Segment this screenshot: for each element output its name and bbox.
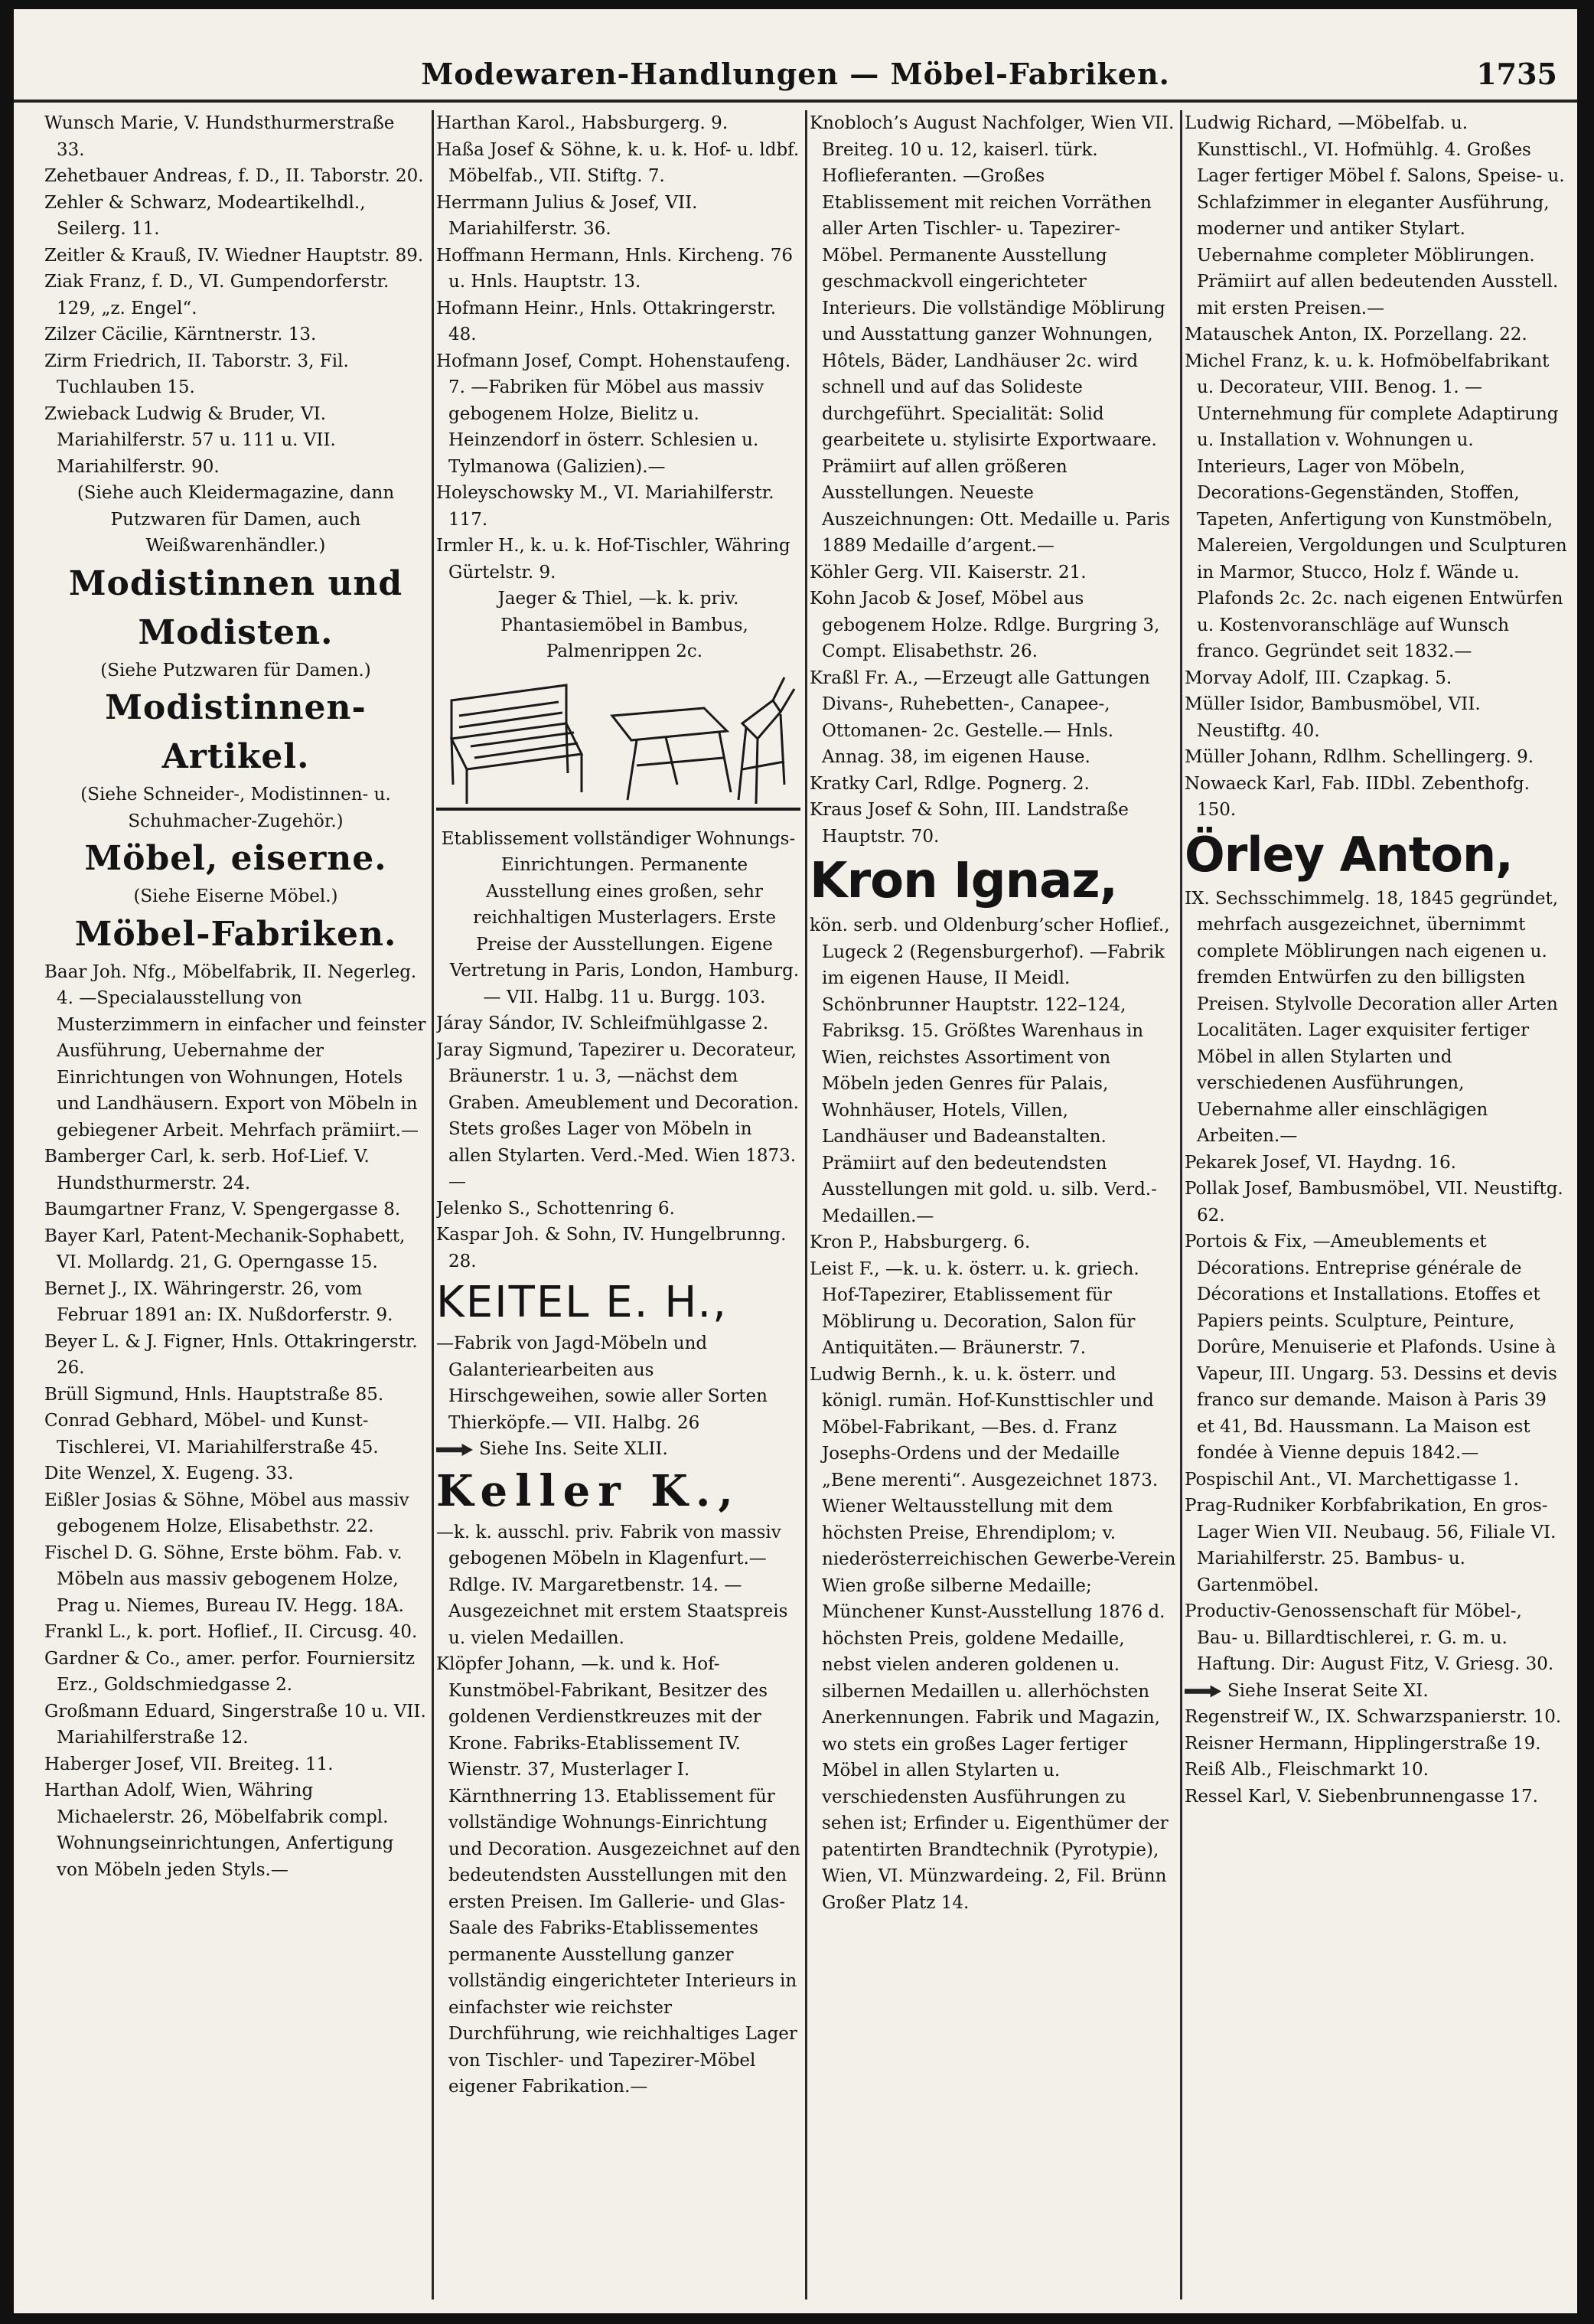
directory-entry: Kohn Jacob & Josef, Möbel aus gebogenem Holze. Rdlge. Burgring 3, Compt. Elisabethstr. 26. [810, 589, 1160, 661]
directory-entry: Müller Isidor, Bambusmöbel, VII. Neustiftg. 40. [1185, 694, 1481, 741]
directory-entry: Hoffmann Hermann, Hnls. Kircheng. 76 u. Hnls. Hauptstr. 13. [436, 245, 794, 292]
directory-entry: Conrad Gebhard, Möbel- und Kunst-Tischlerei, VI. Mariahilferstraße 45. [44, 1411, 379, 1457]
directory-entry: Reiß Alb., Fleischmarkt 10. [1185, 1760, 1429, 1780]
directory-entry: Hofmann Josef, Compt. Hohenstaufeng. 7. —Fabriken für Möbel aus massiv gebogenem Holze, Bielitz u. Heinzendorf in österr. Schlesien u. Tylmanowa (Galizien).— [436, 351, 791, 477]
directory-entry [1185, 1678, 1567, 1705]
directory-entry: Irmler H., k. u. k. Hof-Tischler, Währing Gürtelstr. 9. [436, 536, 790, 583]
directory-entry: —k. k. ausschl. priv. Fabrik von massiv gebogenen Möbeln in Klagenfurt.— Rdlge. IV. Margaretbenstr. 14. —Ausgezeichnet mit erstem Staatspreis u. vielen Medaillen. [436, 1522, 788, 1648]
directory-entry: Michel Franz, k. u. k. Hofmöbelfabrikant u. Decorateur, VIII. Benog. 1. —Unternehmung für complete Adaptirung u. Installation v. Wohnungen u. Interieurs, Lager von Möbeln, Decorations-Gegenständen, Stoffen, Tapeten, Anfertigung von Kunstmöbeln, Malereien, Vergoldungen und Sculpturen in Marmor, Stucco, Holz f. Wände u. Plafonds 2c. 2c. nach eigenen Entwürfen u. Kostenvoranschläge auf Wunsch franco. Gegründet seit 1832.— [1185, 351, 1567, 661]
directory-entry: Productiv-Genossenschaft für Möbel-, Bau- u. Billardtischlerei, r. G. m. u. Haftung. Dir: August Fitz, V. Griesg. 30. [1185, 1601, 1554, 1674]
directory-entry: IX. Sechsschimmelg. 18, 1845 gegründet, mehrfach ausgezeichnet, übernimmt complete Möblirungen nach eigenen u. fremden Entwürfen zu den billigsten Preisen. Stylvolle Decoration aller Arten Localitäten. Lager exquisiter fertiger Möbel in allen Stylarten und verschiedenen Ausführungen, Uebernahme aller einschlägigen Arbeiten.— [1185, 888, 1559, 1146]
column-2 [436, 110, 800, 2300]
directory-entry: Zirm Friedrich, II. Taborstr. 3, Fil. Tuchlauben 15. [44, 351, 349, 397]
column-divider [805, 110, 807, 2300]
section-heading: Modistinnen und Modisten. [68, 563, 403, 652]
directory-entry: Portois & Fix, —Ameublements et Décorations. Entreprise générale de Décorations et Installations. Etoffes et Papiers peints. Sculpture, Peinture, Dorûre, Menuiserie et Plafonds. Usine à Vapeur, III. Ungarg. 53. Dessins et devis franco sur demande. Maison à Paris 39 et 41, Bd. Haussmann. La Maison est fondée à Vienne depuis 1842.— [1185, 1232, 1557, 1463]
directory-entry: Jelenko S., Schottenring 6. [436, 1198, 675, 1219]
directory-entry: Kraßl Fr. A., —Erzeugt alle Gattungen Divans-, Ruhebetten-, Canapee-, Ottomanen- 2c. Gestelle.— Hnls. Annag. 38, im eigenen Hause. [810, 667, 1150, 767]
directory-entry: Zilzer Cäcilie, Kärntnerstr. 13. [44, 325, 317, 344]
directory-entry: Prag-Rudniker Korbfabrikation, En gros-Lager Wien VII. Neubaug. 56, Filiale VI. Mariahilferstr. 25. Bambus- u. Gartenmöbel. [1185, 1496, 1557, 1595]
pointing-hand-icon [436, 1444, 473, 1456]
directory-entry: Pollak Josef, Bambusmöbel, VII. Neustiftg. 62. [1185, 1179, 1563, 1226]
directory-entry: Ludwig Richard, —Möbelfab. u. Kunsttischl., VI. Hofmühlg. 4. Großes Lager fertiger Möbel f. Salons, Speise- u. Schlafzimmer in eleganter Ausführung, moderner und antiker Stylart. Uebernahme completer Möblirungen. Prämiirt auf allen bedeutenden Ausstell. mit ersten Preisen.— [1185, 113, 1565, 318]
kron-advertisement-name: Kron Ignaz, [810, 853, 1117, 909]
keller-advertisement-name: Keller K., [436, 1465, 741, 1516]
keitel-advertisement-name: KEITEL E. H., [436, 1278, 728, 1327]
directory-entry: Müller Johann, Rdlhm. Schellingerg. 9. [1185, 747, 1534, 767]
directory-entry: Reisner Hermann, Hipplingerstraße 19. [1185, 1733, 1541, 1754]
directory-entry: Zehetbauer Andreas, f. D., II. Taborstr. 20. [44, 166, 424, 186]
pointing-hand-icon [1185, 1686, 1221, 1698]
directory-page [14, 9, 1577, 2313]
directory-entry: Beyer L. & J. Figner, Hnls. Ottakringerstr. 26. [44, 1331, 418, 1378]
directory-entry: —Fabrik von Jagd-Möbeln und Galanteriearbeiten aus Hirschgeweihen, sowie aller Sorten Thierköpfe.— VII. Halbg. 26 [436, 1333, 768, 1433]
directory-entry: Zeitler & Krauß, IV. Wiedner Hauptstr. 89. [44, 245, 424, 266]
directory-entry: Leist F., —k. u. k. österr. u. k. griech. Hof-Tapezirer, Etablissement für Möblirung u. Decoration, Salon für Antiquitäten.— Bräunerstr. 7. [810, 1258, 1139, 1358]
directory-entry: Jaeger & Thiel, —k. k. priv. Phantasiemöbel in Bambus, Palmenrippen 2c. [497, 589, 748, 661]
directory-entry: Knobloch’s August Nachfolger, Wien VII. Breiteg. 10 u. 12, kaiserl. türk. Hoflieferanten. —Großes Etablissement mit reichen Vorräthen aller Arten Tischler- u. Tapezirer-Möbel. Permanente Ausstellung geschmackvoll eingerichteter Interieurs. Die vollständige Möblirung und Ausstattung ganzer Wohnungen, Hôtels, Bäder, Landhäuser 2c. wird schnell und auf das Solideste durchgeführt. Specialität: Solid gearbeitete u. stylisirte Exportwaare. Prämiirt auf allen größeren Ausstellungen. Neueste Auszeichnungen: Ott. Medaille u. Paris 1889 Medaille d’argent.— [810, 113, 1175, 556]
directory-entry: Pospischil Ant., VI. Marchettigasse 1. [1185, 1469, 1520, 1490]
directory-entry: Dite Wenzel, X. Eugeng. 33. [44, 1464, 294, 1484]
directory-entry: Etablissement vollständiger Wohnungs-Einrichtungen. Permanente Ausstellung eines großen, sehr reichhaltigen Musterlagers. Erste Preise der Ausstellungen. Eigene Vertretung in Paris, London, Hamburg.— VII. Halbg. 11 u. Burgg. 103. [441, 828, 800, 1007]
directory-entry: Köhler Gerg. VII. Kaiserstr. 21. [810, 562, 1087, 583]
directory-entry: Klöpfer Johann, —k. und k. Hof-Kunstmöbel-Fabrikant, Besitzer des goldenen Verdienstkreuzes mit der Krone. Fabriks-Etablissement IV. Wienstr. 37, Musterlager I. Kärnthnerring 13. Etablissement für vollständige Wohnungs-Einrichtung und Decoration. Ausgezeichnet auf den bedeutendsten Ausstellungen mit den ersten Preisen. Im Gallerie- und Glas-Saale des Fabriks-Etablissementes permanente Ausstellung ganzer vollständig eingerichteter Interieurs in einfachster wie reichster Durchführung, wie reichhaltiges Lager von Tischler- und Tapezirer-Möbel eigener Fabrikation.— [436, 1654, 800, 2097]
column-3 [810, 110, 1177, 2300]
orley-advertisement-name: Örley Anton, [1185, 826, 1513, 883]
cross-reference-note: (Siehe Schneider-, Modistinnen- u. Schuhmacher-Zugehör.) [80, 785, 391, 831]
directory-entry: Haßa Josef & Söhne, k. u. k. Hof- u. ldbf. Möbelfab., VII. Stiftg. 7. [436, 139, 800, 186]
directory-entry: Wunsch Marie, V. Hundsthurmerstraße 33. [44, 113, 395, 160]
column-divider [432, 110, 434, 2300]
column-divider [1180, 110, 1182, 2300]
directory-entry: Harthan Karol., Habsburgerg. 9. [436, 113, 729, 133]
directory-entry: Kraus Josef & Sohn, III. Landstraße Hauptstr. 70. [810, 800, 1129, 847]
directory-entry: Harthan Adolf, Wien, Währing Michaelerstr. 26, Möbelfabrik compl. Wohnungseinrichtungen, Anfertigung von Möbeln jeden Styls.— [44, 1781, 394, 1880]
section-heading: Möbel-Fabriken. [74, 914, 397, 954]
directory-entry: Gardner & Co., amer. perfor. Fourniersitz Erz., Goldschmiedgasse 2. [44, 1648, 415, 1695]
page-title: Modewaren-Handlungen — Möbel-Fabriken. [421, 57, 1170, 91]
directory-entry: Eißler Josias & Söhne, Möbel aus massiv gebogenem Holze, Elisabethstr. 22. [44, 1490, 409, 1536]
directory-entry: Holeyschowsky M., VI. Mariahilferstr. 117. [436, 483, 774, 530]
directory-entry: Kratky Carl, Rdlge. Pognerg. 2. [810, 773, 1090, 794]
directory-entry: Brüll Sigmund, Hnls. Hauptstraße 85. [44, 1384, 384, 1405]
directory-entry: Kaspar Joh. & Sohn, IV. Hungelbrunng. 28. [436, 1225, 787, 1271]
cross-reference-note: (Siehe Eiserne Möbel.) [133, 886, 338, 906]
directory-entry: kön. serb. und Oldenburg’scher Hoflief., Lugeck 2 (Regensburgerhof). —Fabrik im eigenen Hause, II Meidl. Schönbrunner Hauptstr. 122–124, Fabriksg. 15. Größtes Warenhaus in Wien, reichstes Assortiment von Möbeln jeden Genres für Palais, Wohnhäuser, Hotels, Villen, Landhäuser und Badeanstalten. Prämiirt auf den bedeutendsten Ausstellungen mit gold. u. silb. Verd.-Medaillen.— [810, 916, 1170, 1226]
directory-entry: Morvay Adolf, III. Czapkag. 5. [1185, 667, 1452, 688]
directory-entry: Járay Sándor, IV. Schleifmühlgasse 2. [436, 1013, 769, 1033]
directory-entry: Bamberger Carl, k. serb. Hof-Lief. V. Hundsthurmerstr. 24. [44, 1147, 370, 1193]
insert-reference: Siehe Ins. Seite XLII. [479, 1439, 668, 1459]
directory-entry: Nowaeck Karl, Fab. IIDbl. Zebenthofg. 150. [1185, 773, 1530, 820]
page-header [14, 57, 1577, 103]
directory-entry: Hofmann Heinr., Hnls. Ottakringerstr. 48. [436, 298, 777, 344]
directory-entry: Bayer Karl, Patent-Mechanik-Sophabett, VI. Mollardg. 21, G. Operngasse 15. [44, 1226, 406, 1272]
directory-entry: Herrmann Julius & Josef, VII. Mariahilferstr. 36. [436, 192, 698, 239]
section-heading: Modistinnen-Artikel. [105, 688, 367, 776]
column-1 [44, 110, 427, 2300]
directory-entry: Pekarek Josef, VI. Haydng. 16. [1185, 1152, 1456, 1173]
directory-entry [436, 1436, 800, 1463]
directory-entry: Ressel Karl, V. Siebenbrunnengasse 17. [1185, 1786, 1538, 1807]
directory-entry: Bernet J., IX. Währingerstr. 26, vom Februar 1891 an: IX. Nußdorferstr. 9. [44, 1278, 393, 1325]
directory-entry: Baar Joh. Nfg., Möbelfabrik, II. Negerleg. 4. —Specialausstellung von Musterzimmern in einfacher und feinster Ausführung, Uebernahme der Einrichtungen von Wohnungen, Hotels und Landhäusern. Export von Möbeln in gebiegener Arbeit. Mehrfach prämiirt.— [44, 961, 426, 1141]
page-number: 1735 [1476, 57, 1557, 91]
directory-entry: Kron P., Habsburgerg. 6. [810, 1232, 1031, 1252]
garden-furniture-illustration [436, 670, 800, 823]
directory-entry: Haberger Josef, VII. Breiteg. 11. [44, 1754, 334, 1774]
directory-entry: Ziak Franz, f. D., VI. Gumpendorferstr. 129, „z. Engel“. [44, 272, 390, 318]
directory-entry: Baumgartner Franz, V. Spengergasse 8. [44, 1200, 401, 1219]
directory-entry: Zehler & Schwarz, Modeartikelhdl., Seilerg. 11. [44, 192, 366, 239]
directory-entry: Jaray Sigmund, Tapezirer u. Decorateur, Bräunerstr. 1 u. 3, —nächst dem Graben. Ameublement und Decoration. Stets großes Lager von Möbeln in allen Stylarten. Verd.-Med. Wien 1873.— [436, 1040, 799, 1192]
section-heading: Möbel, eiserne. [84, 839, 387, 878]
insert-reference: Siehe Inserat Seite XI. [1227, 1680, 1429, 1701]
directory-entry: Zwieback Ludwig & Bruder, VI. Mariahilferstr. 57 u. 111 u. VII. Mariahilferstr. 90. [44, 403, 336, 477]
directory-entry: Regenstreif W., IX. Schwarzspanierstr. 10. [1185, 1707, 1562, 1727]
directory-entry: Fischel D. G. Söhne, Erste böhm. Fab. v. Möbeln aus massiv gebogenem Holze, Prag u. Niemes, Bureau IV. Hegg. 18A. [44, 1542, 404, 1616]
directory-entry: Ludwig Bernh., k. u. k. österr. und königl. rumän. Hof-Kunsttischler und Möbel-Fabrikant, —Bes. d. Franz Josephs-Ordens und der Medaille „Bene merenti“. Ausgezeichnet 1873. Wiener Weltausstellung mit dem höchsten Preise, Ehrendiplom; v. niederösterreichischen Gewerbe-Verein Wien große silberne Medaille; Münchener Kunst-Ausstellung 1876 d. höchsten Preis, goldene Medaille, nebst vielen anderen goldenen u. silbernen Medaillen u. allerhöchsten Anerkennungen. Fabrik und Magazin, wo stets ein großes Lager fertiger Möbel in allen Stylarten u. verschiedensten Ausführungen zu sehen ist; Erfinder u. Eigenthümer der patentirten Brandtechnik (Pyrotypie), Wien, VI. Münzwardeing. 2, Fil. Brünn Großer Platz 14. [810, 1364, 1176, 1913]
directory-entry: Frankl L., k. port. Hoflief., II. Circusg. 40. [44, 1622, 418, 1642]
cross-reference-note: (Siehe Putzwaren für Damen.) [100, 660, 371, 681]
column-4 [1185, 110, 1567, 2300]
cross-reference-note: (Siehe auch Kleidermagazine, dann Putzwaren für Damen, auch Weißwarenhändler.) [77, 483, 395, 556]
jaeger-thiel-advertisement [436, 586, 800, 1010]
directory-entry: Großmann Eduard, Singerstraße 10 u. VII. Mariahilferstraße 12. [44, 1701, 426, 1748]
directory-entry: Matauschek Anton, IX. Porzellang. 22. [1185, 325, 1527, 344]
